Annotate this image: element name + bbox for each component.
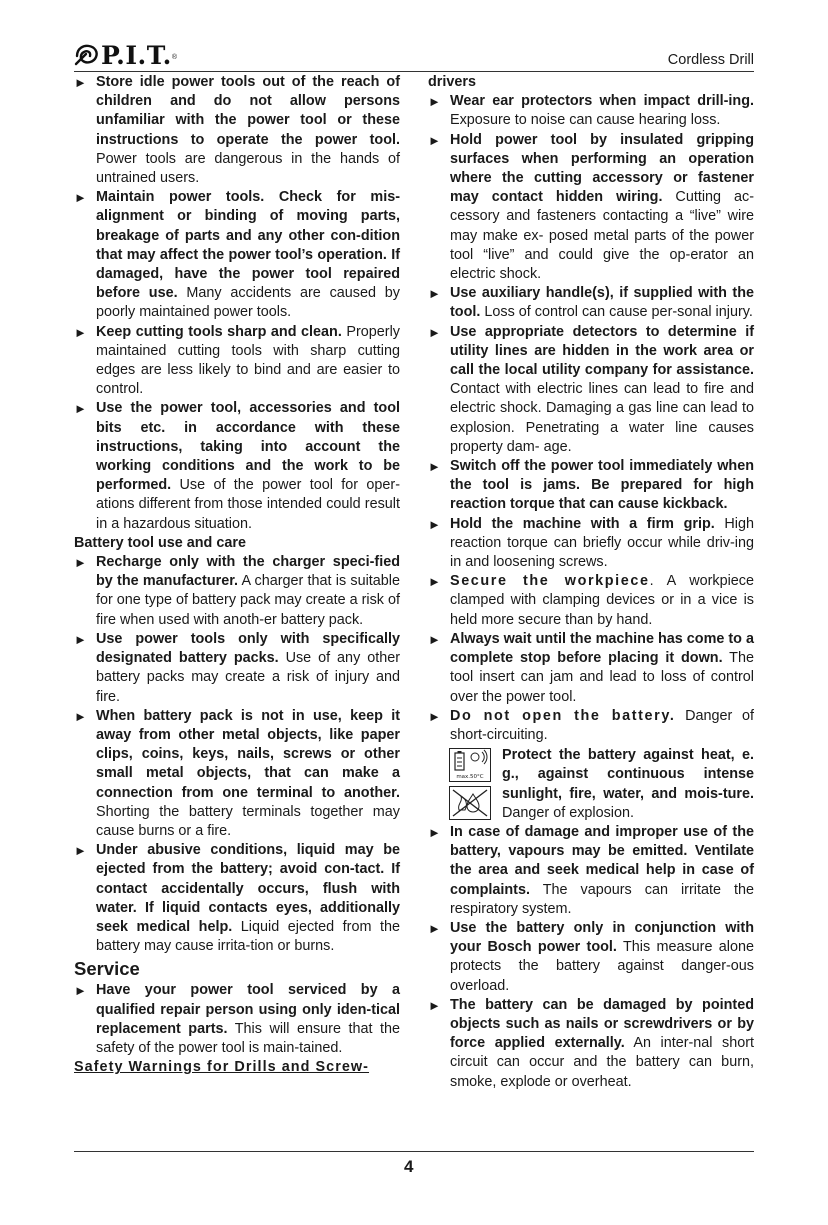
page-number: 4 [404,1157,414,1176]
bullet-arrow-icon: ► [74,75,87,90]
right-column [428,73,754,1092]
list-item: ► Secure the workpiece. A workpiece clamped with clamping devices or in a vice is held more secure than by hand. [428,573,755,628]
footer-rule [74,1151,754,1152]
bullet-arrow-icon: ► [74,555,87,571]
list-item: ► In case of damage and improper use of the battery, vapours may be emitted. Ventilate the area and seek medical help in case of complaints. The vapours can irritate the respiratory system. [428,823,754,917]
heading-continuation: drivers [428,74,476,90]
list-item: ► Under abusive conditions, liquid may be ejected from the battery; avoid con-tact. If contact accidentally occurs, flush with water. If liquid contacts eyes, additionally seek medical help. Liquid ejected from the battery may cause irrita-tion or burns. [74,842,401,955]
list-item: ► Store idle power tools out of the reach of children and do not allow persons unfamiliar with the power tool or these instructions to operate the power tool. Power tools are dangerous in the hands of untrained users. [74,74,400,187]
heading-drill-safety: Safety Warnings for Drills and Screw- [74,1059,370,1076]
list-item: ► The battery can be damaged by pointed objects such as nails or screwdrivers or by force applied externally. An inter-nal short circuit can occur and the battery can burn, smoke, explode or overheat. [428,996,754,1090]
list-item: ► When battery pack is not in use, keep it away from other metal objects, like paper clips, coins, keys, nails, screws or other small metal objects, that can make a connection from one terminal to another. Shorting the battery terminals together may cause burns or a fire. [74,707,400,839]
bullet-arrow-icon: ► [428,824,441,840]
pit-logo-icon [74,42,100,68]
list-item: ► Hold the machine with a firm grip. High reaction torque can briefly occur while driv-ing in and loosening screws. [428,515,754,571]
list-item: ► Wear ear protectors when impact drill-ing. Exposure to noise can cause hearing loss. [428,93,754,129]
bullet-arrow-icon: ► [428,516,441,532]
list-item: ► Use the battery only in conjunction with your Bosch power tool. This measure alone protects the battery against danger-ous overload. [428,919,754,994]
bullet-arrow-icon: ► [74,843,87,859]
bullet-arrow-icon: ► [428,94,441,110]
bullet-arrow-icon: ► [74,708,87,724]
list-item: ► Use auxiliary handle(s), if supplied with the tool. Loss of control can cause per-sonal injury. [428,285,754,321]
bullet-arrow-icon: ► [428,920,441,936]
section-title-service: Service [74,958,140,980]
list-item: ► Use power tools only with specifically designated battery packs. Use of any other battery packs may create a risk of injury and fire. [74,630,400,705]
bullet-arrow-icon: ► [74,631,87,647]
list-item: ► Recharge only with the charger speci-fied by the manufacturer. A charger that is suitable for one type of battery pack may create a risk of fire when used with anoth-er battery pack. [74,554,401,628]
bullet-arrow-icon: ► [428,997,441,1013]
battery-heat-warning: max.50°C Protect the battery against heat, e. g., against continuous intense sunlight, fire, water, and mois-ture. Danger of explosion. [428,746,754,823]
left-column [74,73,400,1077]
brand-logo [74,40,177,70]
bullet-arrow-icon: ► [74,401,87,417]
bullet-arrow-icon: ► [428,631,441,647]
subheading-battery-care: Battery tool use and care [74,534,246,551]
list-item: ► Hold power tool by insulated gripping surfaces when performing an operation where the cutting accessory or fastener may contact hidden wiring. Cutting ac-cessory and fasteners contacting a “live” wire may make ex- posed metal parts of the power tool “live” and could give the op-erator an electric shock. [428,131,754,283]
bullet-arrow-icon: ► [74,324,87,340]
brand-name: P.I.T. [101,40,172,70]
bullet-arrow-icon: ► [428,324,441,340]
page-header [74,38,754,72]
bullet-arrow-icon: ► [74,190,87,206]
bullet-arrow-icon: ► [74,983,87,999]
document-title: Cordless Drill [667,52,754,68]
battery-max-temperature-icon [449,748,491,782]
header-rule [74,71,754,72]
max-temperature-label: max.50°C [456,774,484,781]
list-item: ► Switch off the power tool immediately when the tool is jams. Be prepared for high reaction torque that can cause kickback. [428,458,754,513]
bullet-arrow-icon: ► [428,459,441,475]
list-item: ► Have your power tool serviced by a qualified repair person using only iden-tical replacement parts. This will ensure that the safety of the power tool is main-tained. [74,982,400,1056]
list-item: ► Keep cutting tools sharp and clean. Properly maintained cutting tools with sharp cutting edges are less likely to bind and are easier to control. [74,323,400,398]
list-item: ► Always wait until the machine has come to a complete stop before placing it down. The tool insert can jam and lead to loss of control over the power tool. [428,630,754,705]
no-fire-water-icon [449,786,491,820]
bullet-arrow-icon: ► [428,132,441,148]
list-item: ► Do not open the battery. Danger of short-circuiting. [428,707,755,743]
list-item: ► Maintain power tools. Check for mis-alignment or binding of moving parts, breakage of parts and any other con-dition that may affect the power tool’s operation. If damaged, have the power tool repaired before use. Many accidents are caused by poorly maintained power tools. [74,189,400,321]
registered-mark: ® [171,53,178,61]
bullet-arrow-icon: ► [428,574,441,590]
bullet-arrow-icon: ► [428,286,441,302]
list-item: ► Use appropriate detectors to determine if utility lines are hidden in the work area or call the local utility company for assistance. Contact with electric lines can lead to fire and electric shock. Damaging a gas line can lead to explosion. Penetrating a water line causes property dam- age. [428,323,754,455]
list-item: ► Use the power tool, accessories and tool bits etc. in accordance with these instructions, taking into account the working conditions and the work to be performed. Use of the power tool for oper-ations different from those intended could result in a hazardous situation. [74,400,400,532]
bullet-arrow-icon: ► [428,708,441,724]
